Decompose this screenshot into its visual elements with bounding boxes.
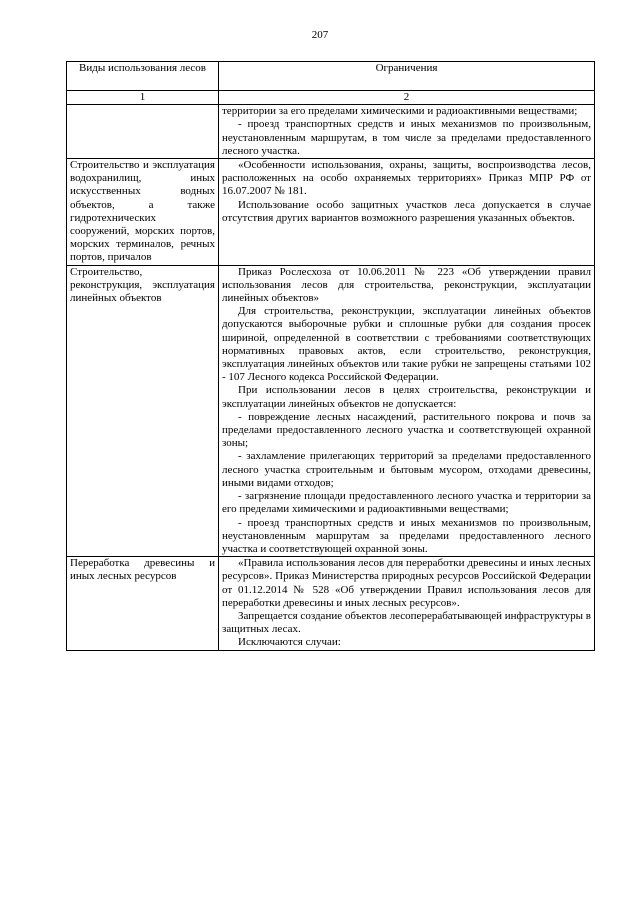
usage-type-cell: Строительство и эксплуатация водохранилищ, иных искусственных водных объектов, а также гидротехнических сооружений, морских портов, морских терминалов, речных портов, причалов [67,159,219,266]
restriction-paragraph: Запрещается создание объектов лесоперерабатывающей инфраструктуры в защитных лесах. [222,609,591,636]
table-row [67,105,595,159]
restriction-paragraph: Для строительства, реконструкции, эксплуатации линейных объектов допускаются выборочные рубки и сплошные рубки для создания просек шириной, определенной в соответствии с требованиями соответствующих нормативных правовых актов, если строительство, реконструкция, эксплуатация линейных объектов или такие рубки не запрещены статьями 102 - 107 Лесного кодекса Российской Федерации. [222,305,591,384]
column-number-2: 2 [219,91,595,105]
header-restrictions: Ограничения [219,62,595,91]
table-row [67,265,595,556]
restriction-paragraph: - проезд транспортных средств и иных механизмов по произвольным, неустановленным маршрутам за пределами предоставленного лесного участка и соответствующей охранной зоны. [222,516,591,555]
restriction-paragraph: территории за его пределами химическими и радиоактивными веществами; [222,105,578,118]
restriction-paragraph: - проезд транспортных средств и иных механизмов по произвольным, неустановленным маршрутам, в том числе за пределами предоставленного лесного участка. [222,118,591,157]
usage-type-cell: Строительство, реконструкция, эксплуатация линейных объектов [67,265,219,556]
restriction-paragraph: - повреждение лесных насаждений, растительного покрова и почв за пределами предоставленного лесного участка и соответствующей охранной зоны; [222,410,591,450]
restriction-paragraph: Исключаются случаи: [238,636,341,649]
restriction-cell [219,265,595,556]
restriction-paragraph: - загрязнение площади предоставленного лесного участка и территории за его пределами химическими и радиоактивными веществами; [222,490,591,516]
column-number-1: 1 [67,91,219,105]
table-header-row [67,62,595,91]
restrictions-table [66,61,595,651]
restriction-paragraph: Использование особо защитных участков леса допускается в случае отсутствия других вариантов возможного разрешения указанных объектов. [222,198,591,224]
restriction-paragraph: «Особенности использования, охраны, защиты, воспроизводства лесов, расположенных на особо охраняемых территориях» Приказ МПР РФ от 16.07.2007 № 181. [222,159,591,198]
restriction-paragraph: Приказ Рослесхоза от 10.06.2011 № 223 «Об утверждении правил использования лесов для строительства, реконструкции, эксплуатации линейных объектов» [222,265,591,305]
restriction-paragraph: - захламление прилегающих территорий за пределами предоставленного лесного участка строительным и бытовым мусором, отходами древесины, иными видами отходов; [222,450,591,489]
usage-type-cell: Переработка древесины и иных лесных ресурсов [67,557,219,650]
restriction-paragraph: При использовании лесов в целях строительства, реконструкции и эксплуатации линейных объектов не допускается: [222,384,591,410]
usage-type-cell [67,105,219,159]
page-number: 207 [311,29,329,41]
restriction-cell [219,159,595,266]
table-row [67,557,595,650]
restriction-cell [219,105,595,159]
restriction-paragraph: «Правила использования лесов для переработки древесины и иных лесных ресурсов». Приказ Министерства природных ресурсов Российской Федерации от 01.12.2014 № 528 «Об утверждении Правил использования лесов для переработки древесины и иных лесных ресурсов». [222,557,591,609]
table-row [67,159,595,266]
table-number-row [67,91,595,105]
header-usage-types: Виды использования лесов [67,62,219,91]
restriction-cell [219,557,595,650]
